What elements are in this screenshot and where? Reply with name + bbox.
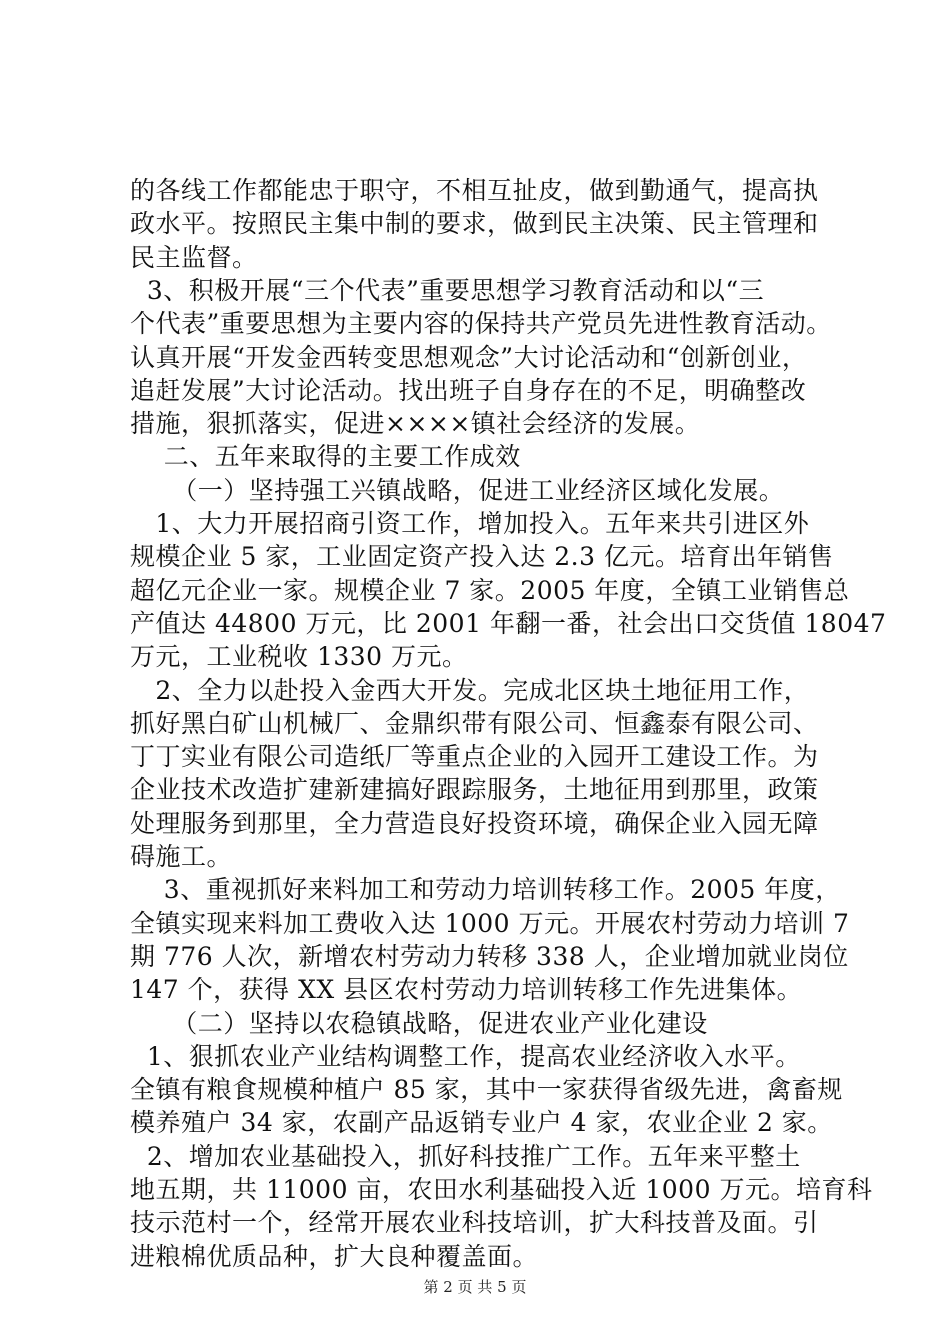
- text-line: （一）坚持强工兴镇战略，促进工业经济区域化发展。: [130, 475, 785, 505]
- text-line: 认真开展“开发金西转变思想观念”大讨论活动和“创新创业，: [130, 342, 808, 372]
- text-line: 1、大力开展招商引资工作，增加投入。五年来共引进区外: [130, 509, 810, 538]
- text-line: 147 个，获得 XX 县区农村劳动力培训转移工作先进集体。: [130, 975, 803, 1005]
- text-line: 政水平。按照民主集中制的要求，做到民主决策、民主管理和: [130, 209, 819, 239]
- text-line: 2、增加农业基础投入，抓好科技推广工作。五年来平整土: [130, 1141, 801, 1171]
- text-line: 规模企业 5 家，工业固定资产投入达 2.3 亿元。培育出年销售: [130, 542, 834, 572]
- text-line: 2、全力以赴投入金西大开发。完成北区块土地征用工作，: [130, 675, 810, 705]
- text-line: 3、重视抓好来料加工和劳动力培训转移工作。2005 年度，: [130, 875, 841, 905]
- text-line: 技示范村一个，经常开展农业科技培训，扩大科技普及面。引: [130, 1208, 819, 1238]
- text-line: 1、狠抓农业产业结构调整工作，提高农业经济收入水平。: [130, 1041, 801, 1071]
- text-line: 地五期，共 11000 亩，农田水利基础投入近 1000 万元。培育科: [130, 1175, 873, 1204]
- text-line: 措施，狠抓落实，促进××××镇社会经济的发展。: [130, 409, 701, 439]
- text-line: 民主监督。: [130, 242, 258, 272]
- text-line: 超亿元企业一家。规模企业 7 家。2005 年度，全镇工业销售总: [130, 575, 850, 605]
- text-line: 处理服务到那里，全力营造良好投资环境，确保企业入园无障: [130, 808, 819, 838]
- text-line: 碍施工。: [130, 842, 233, 871]
- text-line: 万元，工业税收 1330 万元。: [130, 642, 468, 672]
- page-footer: 第 2 页 共 5 页: [423, 1278, 527, 1296]
- text-line: 企业技术改造扩建新建搞好跟踪服务，土地征用到那里，政策: [130, 775, 819, 805]
- text-line: 抓好黑白矿山机械厂、金鼎织带有限公司、恒鑫泰有限公司、: [130, 708, 819, 738]
- text-line: 全镇实现来料加工费收入达 1000 万元。开展农村劳动力培训 7: [130, 908, 850, 938]
- text-line: 的各线工作都能忠于职守，不相互扯皮，做到勤通气，提高执: [130, 176, 819, 205]
- text-line: 追赶发展”大讨论活动。找出班子自身存在的不足，明确整改: [130, 375, 807, 405]
- text-line: 二、五年来取得的主要工作成效: [130, 442, 521, 472]
- text-line: 全镇有粮食规模种植户 85 家，其中一家获得省级先进，禽畜规: [130, 1075, 843, 1105]
- text-line: （二）坚持以农稳镇战略，促进农业产业化建设: [130, 1008, 708, 1038]
- text-line: 期 776 人次，新增农村劳动力转移 338 人，企业增加就业岗位: [130, 941, 849, 971]
- text-line: 3、积极开展“三个代表”重要思想学习教育活动和以“三: [130, 275, 765, 305]
- text-line: 模养殖户 34 家，农副产品返销专业户 4 家，农业企业 2 家。: [130, 1108, 833, 1138]
- text-line: 产值达 44800 万元，比 2001 年翻一番，社会出口交货值 18047: [130, 608, 887, 638]
- text-line: 个代表”重要思想为主要内容的保持共产党员先进性教育活动。: [130, 309, 832, 339]
- text-line: 丁丁实业有限公司造纸厂等重点企业的入园开工建设工作。为: [130, 742, 819, 772]
- text-line: 进粮棉优质品种，扩大良种覆盖面。: [130, 1241, 539, 1271]
